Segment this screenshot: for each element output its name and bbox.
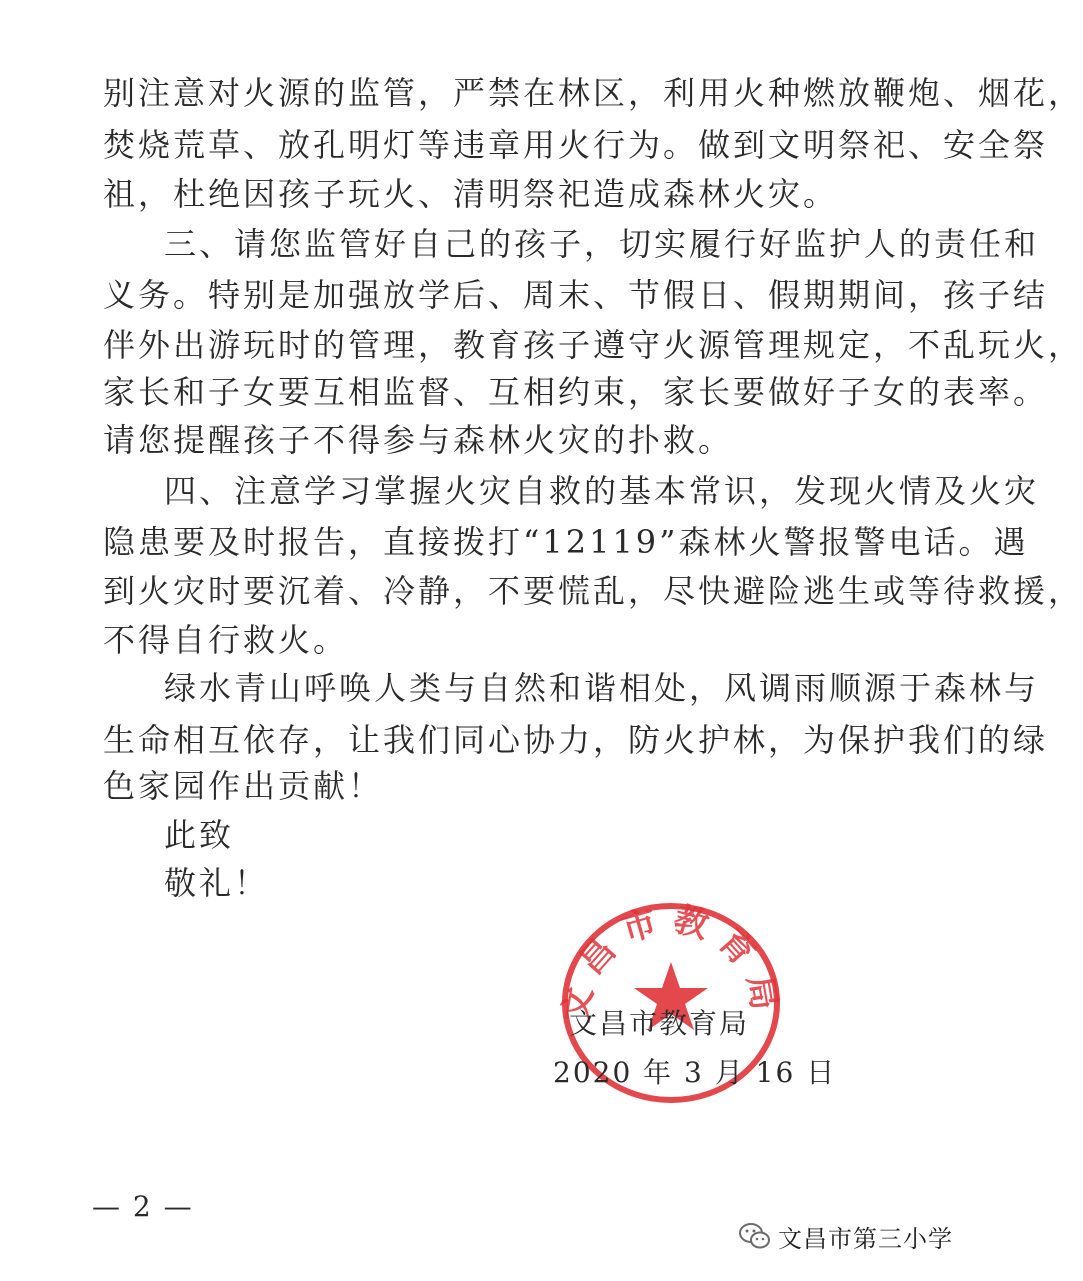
body-line-10: 隐患要及时报告，直接拨打“12119”森林火警报警电话。遇 [103,523,1029,561]
footer-watermark [738,1218,953,1254]
body-line-6: 伴外出游玩时的管理，教育孩子遵守火源管理规定，不乱玩火， [103,326,1083,364]
wechat-icon [738,1221,772,1251]
page-number: — 2 — [92,1190,194,1223]
body-line-8: 请您提醒孩子不得参与森林火灾的扑救。 [103,421,734,459]
body-line-14: 生命相互依存，让我们同心协力，防火护林，为保护我们的绿 [103,721,1049,759]
signature-date: 2020 年 3 月 16 日 [553,1056,837,1089]
body-line-9: 四、注意学习掌握火灾自救的基本常识，发现火情及火灾 [164,472,1040,510]
closing-line-2: 敬礼！ [164,864,270,902]
body-line-3: 祖，杜绝因孩子玩火、清明祭祀造成森林火灾。 [103,175,839,213]
body-line-2: 焚烧荒草、放孔明灯等违章用火行为。做到文明祭祀、安全祭 [103,126,1049,164]
footer-account-name: 文昌市第三小学 [778,1224,953,1253]
body-line-7: 家长和子女要互相监督、互相约束，家长要做好子女的表率。 [103,373,1049,411]
body-line-11: 到火灾时要沉着、冷静，不要慌乱，尽快避险逃生或等待救援， [103,572,1083,610]
body-line-13: 绿水青山呼唤人类与自然和谐相处，风调雨顺源于森林与 [164,669,1040,707]
seal-lettering: 文昌市教育局 [555,900,787,1025]
body-line-12: 不得自行救火。 [103,621,349,659]
body-line-5: 义务。特别是加强放学后、周末、节假日、假期期间，孩子结 [103,276,1049,314]
body-line-15: 色家园作出贡献！ [103,767,384,805]
body-line-1: 别注意对火源的监管，严禁在林区，利用火种燃放鞭炮、烟花， [103,74,1083,112]
signature-org: 文昌市教育局 [569,1007,750,1040]
body-line-4: 三、请您监管好自己的孩子，切实履行好监护人的责任和 [164,225,1040,263]
closing-line-1: 此致 [164,816,235,854]
